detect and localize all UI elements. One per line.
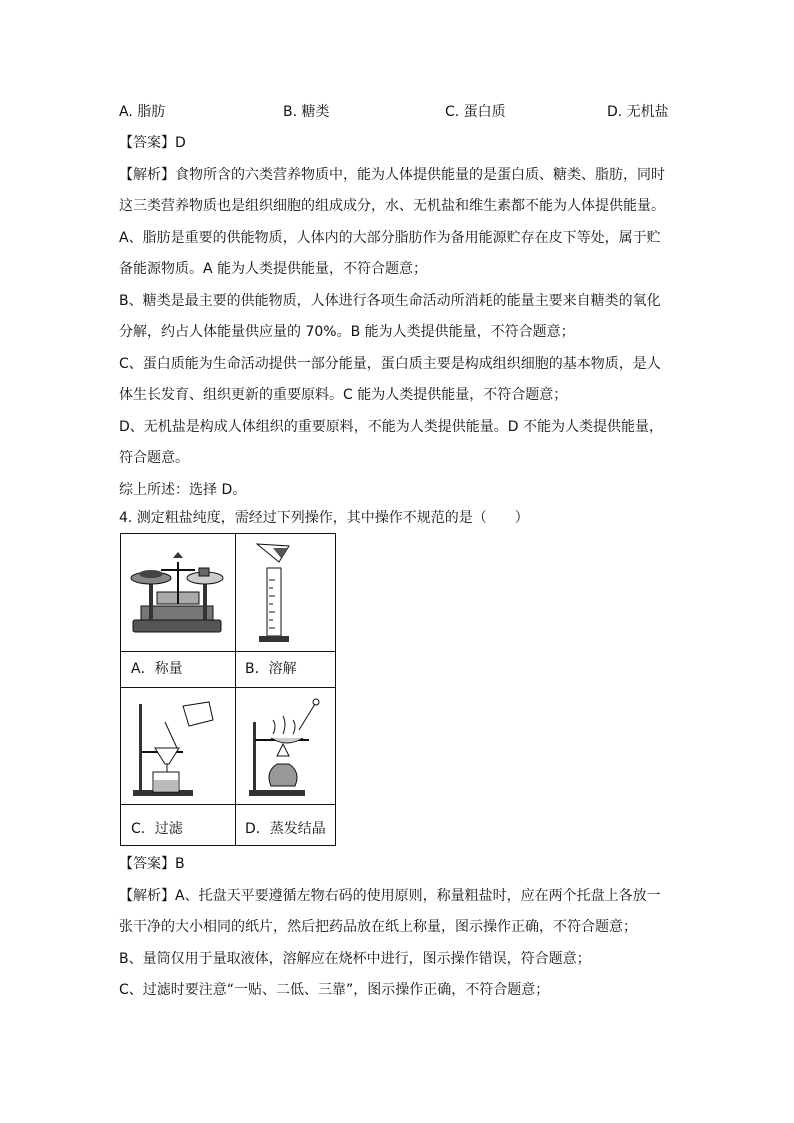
figure-b-label: B．溶解	[245, 661, 297, 677]
evaporation-setup-icon	[243, 694, 333, 800]
q3-analysis-line: A、脂肪是重要的供能物质，人体内的大部分脂肪作为备用能源贮存在皮下等处，属于贮	[119, 230, 661, 246]
q3-analysis-line: B、糖类是最主要的供能物质，人体进行各项生命活动所消耗的能量主要来自糖类的氧化	[119, 293, 661, 309]
graduated-cylinder-icon	[243, 540, 333, 648]
q3-analysis-line: 分解，约占人体能量供应量的 70%。B 能为人类提供能量，不符合题意；	[119, 324, 575, 340]
q3-answer: 【答案】D	[119, 135, 186, 151]
option-a: A. 脂肪	[119, 104, 166, 120]
balance-scale-icon	[127, 548, 229, 638]
q4-answer: 【答案】B	[119, 856, 185, 872]
q4-analysis-line: 张干净的大小相同的纸片，然后把药品放在纸上称量，图示操作正确，不符合题意；	[119, 919, 637, 935]
figure-a-label: A．称量	[131, 661, 183, 677]
figure-c-label: C．过滤	[131, 821, 183, 837]
q3-analysis-line: 【解析】食物所含的六类营养物质中，能为人体提供能量的是蛋白质、糖类、脂肪，同时	[119, 167, 665, 183]
q3-conclusion: 综上所述：选择 D。	[119, 482, 247, 498]
option-d: D. 无机盐	[607, 104, 669, 120]
q3-analysis-line: 这三类营养物质也是组织细胞的组成成分，水、无机盐和维生素都不能为人体提供能量。	[119, 198, 665, 214]
q3-analysis-line: C、蛋白质能为生命活动提供一部分能量，蛋白质主要是构成组织细胞的基本物质，是人	[119, 356, 661, 372]
q3-analysis-line: 符合题意。	[119, 450, 189, 466]
filtration-setup-icon	[127, 694, 229, 800]
q4-figure-table	[120, 533, 336, 846]
q3-analysis-line: 备能源物质。A 能为人类提供能量，不符合题意；	[119, 261, 428, 277]
q3-analysis-line: 体生长发育、组织更新的重要原料。C 能为人类提供能量，不符合题意；	[119, 387, 568, 403]
q4-analysis-line: C、过滤时要注意“一贴、二低、三靠”，图示操作正确，不符合题意；	[119, 982, 550, 998]
option-c: C. 蛋白质	[445, 104, 506, 120]
option-b: B. 糖类	[283, 104, 330, 120]
q3-analysis-line: D、无机盐是构成人体组织的重要原料，不能为人类提供能量。D 不能为人类提供能量，	[119, 419, 664, 435]
figure-d-label: D．蒸发结晶	[245, 821, 326, 837]
q4-stem: 4. 测定粗盐纯度，需经过下列操作，其中操作不规范的是（ ）	[119, 510, 529, 526]
q4-analysis-line: B、量筒仅用于量取液体，溶解应在烧杯中进行，图示操作错误，符合题意；	[119, 951, 591, 967]
q4-analysis-line: 【解析】A、托盘天平要遵循左物右码的使用原则，称量粗盐时，应在两个托盘上各放一	[119, 888, 661, 904]
